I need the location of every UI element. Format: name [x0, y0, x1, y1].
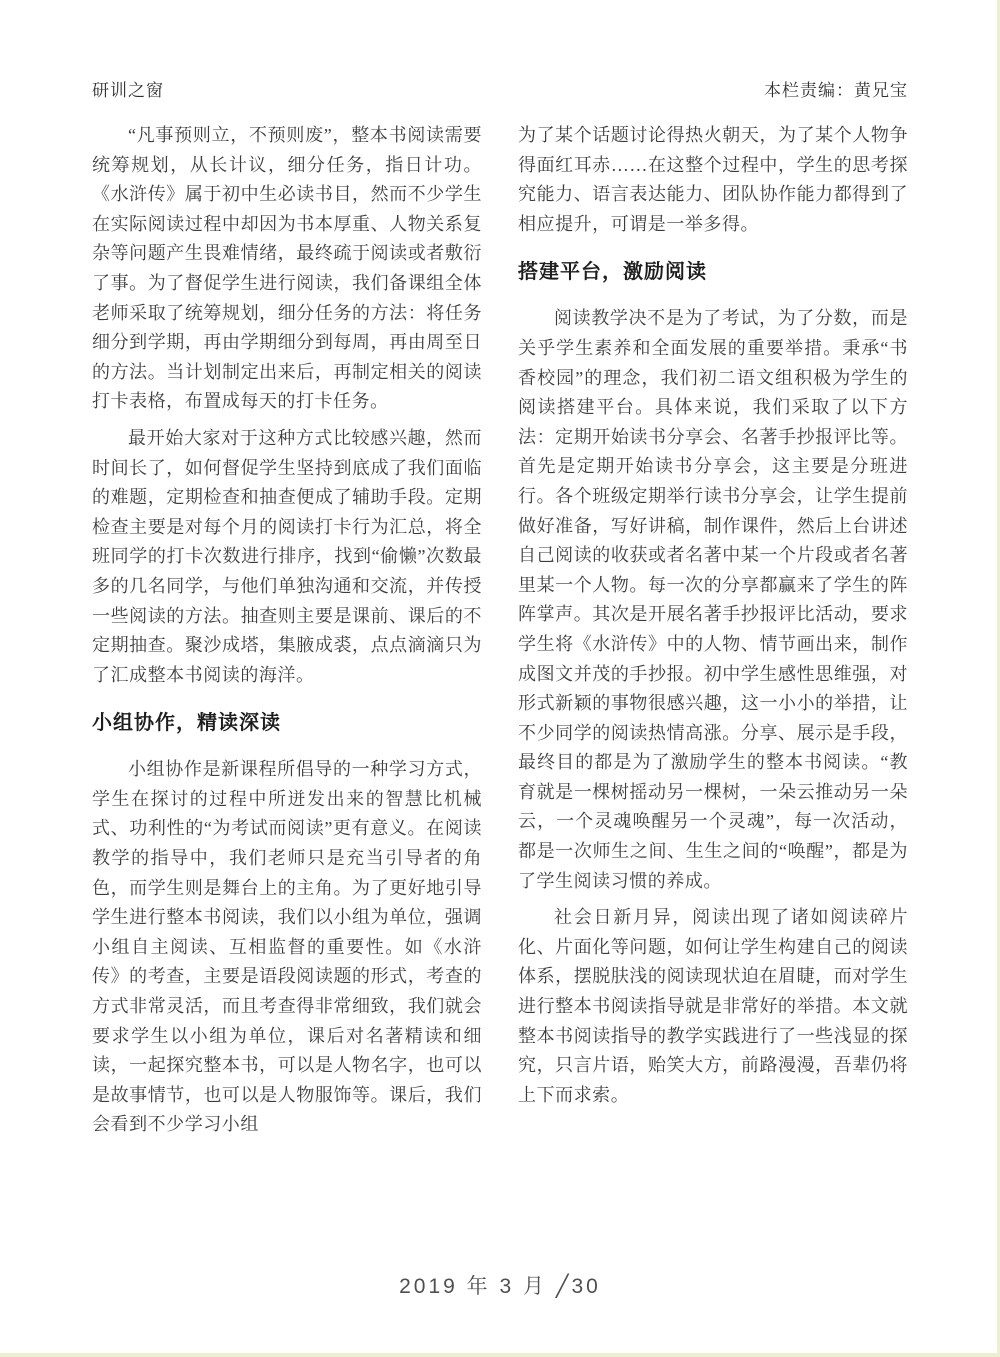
paragraph-group-cooperation: 小组协作是新课程所倡导的一种学习方式，学生在探讨的过程中所迸发出来的智慧比机械式、功利性的“为考试而阅读”更有意义。在阅读教学的指导中，我们老师只是充当引导者的角色，而学生则是舞台上的主角。为了更好地引导学生进行整本书阅读，我们以小组为单位，强调小组自主阅读、互相监督的重要性。如《水浒传》的考查，主要是语段阅读题的形式，考查的方式非常灵活，而且考查得非常细致，我们就会要求学生以小组为单位，课后对名著精读和细读，一起探究整本书，可以是人物名字，也可以是故事情节，也可以是人物服饰等。课后，我们会看到不少学习小组 — [92, 759, 482, 1135]
left-column — [92, 121, 482, 1147]
scan-edge-bottom — [0, 1353, 1000, 1357]
paragraph-planning-2: 最开始大家对于这种方式比较感兴趣，然而时间长了，如何督促学生坚持到底成了我们面临的难题，定期检查和抽查便成了辅助手段。定期检查主要是对每个月的阅读打卡行为汇总，将全班同学的打卡次数进行排序，找到“偷懒”次数最多的几名同学，与他们单独沟通和交流，并传授一些阅读的方法。抽查则主要是课前、课后的不定期抽查。聚沙成塔，集腋成裘，点点滴滴只为了汇成整本书阅读的海洋。 — [92, 427, 482, 685]
right-column — [518, 121, 908, 1147]
paragraph-continuation: 为了某个话题讨论得热火朝天，为了某个人物争得面红耳赤……在这整个过程中，学生的思考探究能力、语言表达能力、团队协作能力都得到了相应提升，可谓是一举多得。 — [518, 125, 908, 234]
page-number: 2019 年 3 月 ╱30 — [399, 1275, 601, 1298]
section-title: 研训之窗 — [92, 81, 164, 100]
page-header — [92, 76, 908, 101]
page-footer — [0, 1270, 1000, 1300]
section-heading-platform: 搭建平台，激励阅读 — [518, 261, 707, 284]
article-body — [92, 121, 908, 1147]
paragraph-platform: 阅读教学决不是为了考试，为了分数，而是关乎学生素养和全面发展的重要举措。秉承“书香校园”的理念，我们初二语文组积极为学生的阅读搭建平台。具体来说，我们采取了以下方法：定期开始读书分享会、名著手抄报评比等。首先是定期开始读书分享会，这主要是分班进行。各个班级定期举行读书分享会，让学生提前做好准备，写好讲稿，制作课件，然后上台讲述自己阅读的收获或者名著中某一个片段或者名著里某一个人物。每一次的分享都赢来了学生的阵阵掌声。其次是开展名著手抄报评比活动，要求学生将《水浒传》中的人物、情节画出来，制作成图文并茂的手抄报。初中学生感性思维强，对形式新颖的事物很感兴趣，这一小小的举措，让不少同学的阅读热情高涨。分享、展示是手段，最终目的都是为了激励学生的整本书阅读。“教育就是一棵树摇动另一棵树，一朵云推动另一朵云，一个灵魂唤醒另一个灵魂”，每一次活动，都是一次师生之间、生生之间的“唤醒”，都是为了学生阅读习惯的养成。 — [518, 308, 908, 891]
editor-credit: 本栏责编：黄兄宝 — [764, 81, 908, 100]
paragraph-conclusion: 社会日新月异，阅读出现了诸如阅读碎片化、片面化等问题，如何让学生构建自己的阅读体系，摆脱肤浅的阅读现状迫在眉睫，而对学生进行整本书阅读指导就是非常好的举措。本文就整本书阅读指导的教学实践进行了一些浅显的探究，只言片语，贻笑大方，前路漫漫，吾辈仍将上下而求索。 — [518, 907, 908, 1105]
paragraph-planning-1: “凡事预则立，不预则废”，整本书阅读需要统筹规划，从长计议，细分任务，指日计功。《水浒传》属于初中生必读书目，然而不少学生在实际阅读过程中却因为书本厚重、人物关系复杂等问题产生畏难情绪，最终疏于阅读或者敷衍了事。为了督促学生进行阅读，我们备课组全体老师采取了统筹规划，细分任务的方法：将任务细分到学期，再由学期细分到每周，再由周至日的方法。当计划制定出来后，再制定相关的阅读打卡表格，布置成每天的打卡任务。 — [92, 125, 482, 412]
section-heading-group-cooperation: 小组协作，精读深读 — [92, 712, 281, 735]
